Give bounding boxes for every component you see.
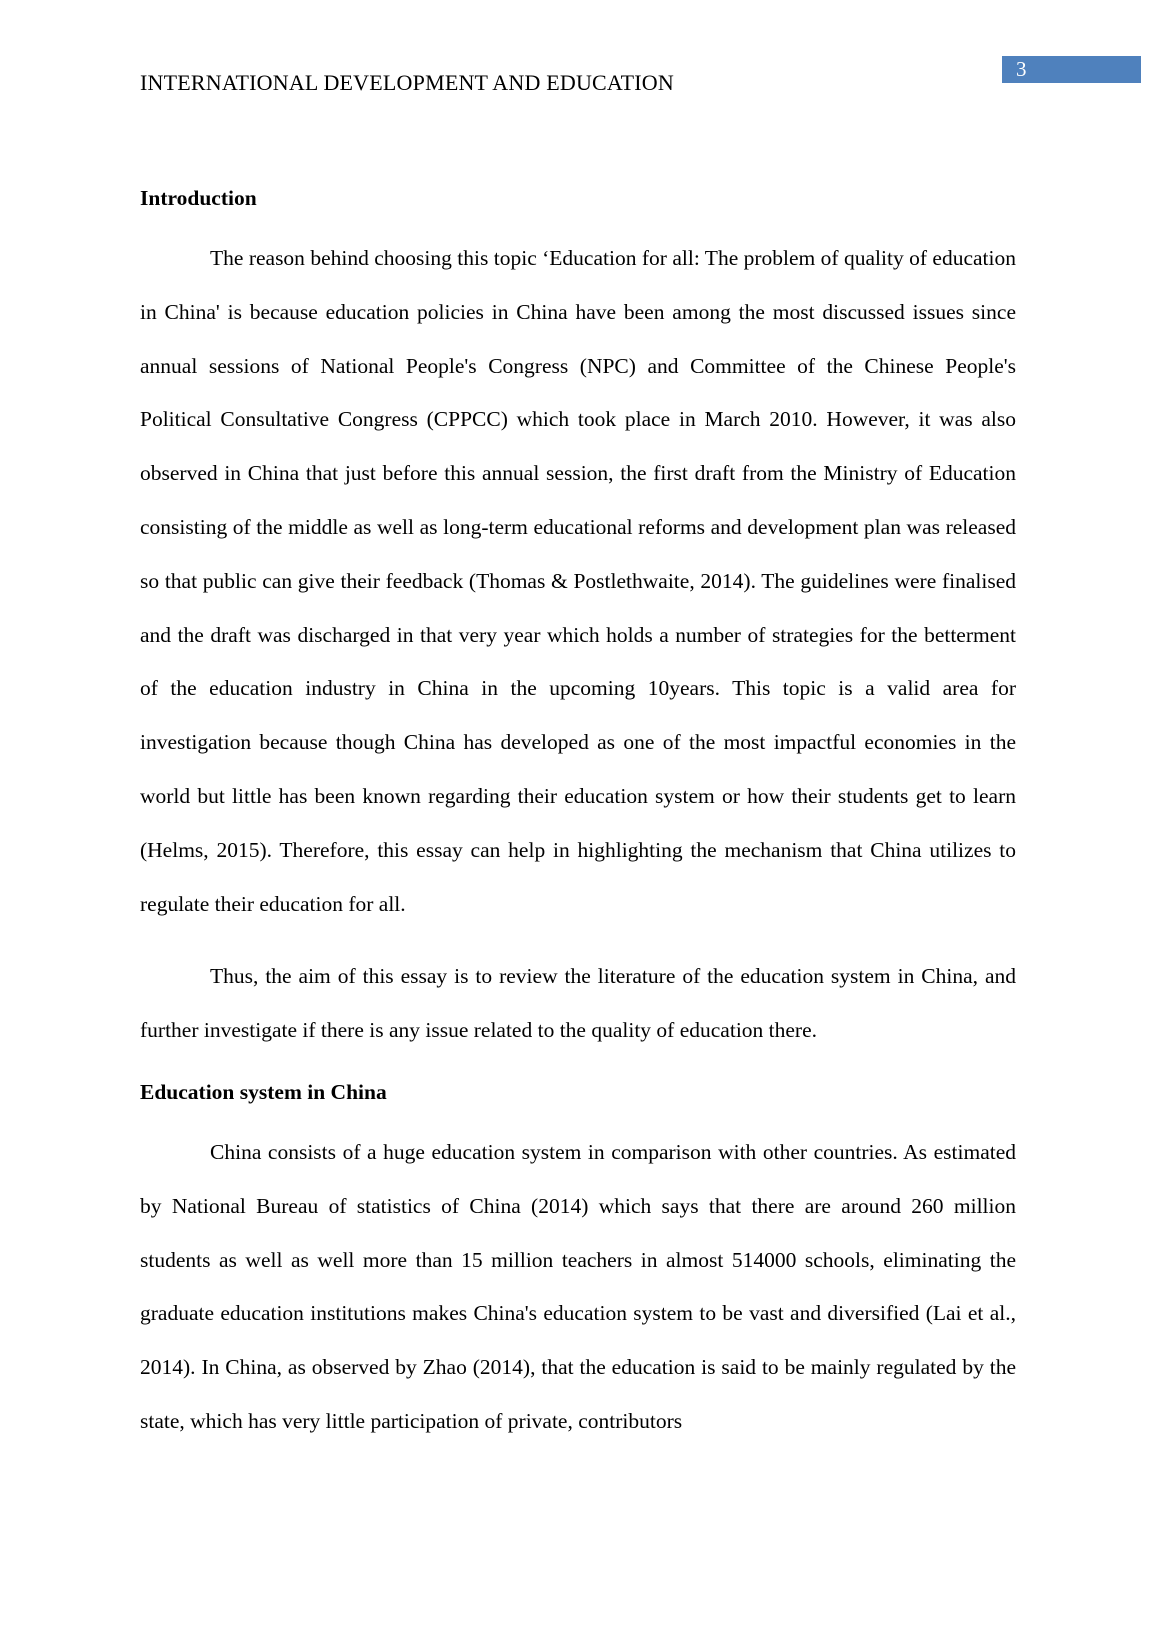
paragraph-education-system-1: China consists of a huge education system in comparison with other countries. As estimated by National Bureau of statistics of China (2014) which says that there are around 260 million students as well as well more than 15 million teachers in almost 514000 schools, eliminating the graduate education institutions makes China's education system to be vast and diversified (Lai et al., 2014). In China, as observed by Zhao (2014), that the education is said to be mainly regulated by the state, which has very little participation of private, contributors (140, 1139, 1016, 1433)
page-number-badge: 3 (1002, 56, 1141, 83)
paragraph-introduction-2: Thus, the aim of this essay is to review the literature of the education system in China, and further investigate if there is any issue related to the quality of education there. (140, 964, 1016, 1043)
section-heading-introduction: Introduction (140, 186, 257, 210)
section-heading-education-system: Education system in China (140, 1079, 387, 1104)
document-body (140, 183, 1016, 1449)
running-head: INTERNATIONAL DEVELOPMENT AND EDUCATION (140, 70, 674, 95)
paragraph-introduction-1: The reason behind choosing this topic ‘Education for all: The problem of quality of education in China' is because education policies in China have been among the most discussed issues since annual sessions of National People's Congress (NPC) and Committee of the Chinese People's Political Consultative Congress (CPPCC) which took place in March 2010. However, it was also observed in China that just before this annual session, the first draft from the Ministry of Education consisting of the middle as well as long-term educational reforms and development plan was released so that public can give their feedback (Thomas & Postlethwaite, 2014). The guidelines were finalised and the draft was discharged in that very year which holds a number of strategies for the betterment of the education industry in China in the upcoming 10years. This topic is a valid area for investigation because though China has developed as one of the most impactful economies in the world but little has been known regarding their education system or how their students get to learn (Helms, 2015). Therefore, this essay can help in highlighting the mechanism that China utilizes to regulate their education for all. (140, 246, 1016, 916)
